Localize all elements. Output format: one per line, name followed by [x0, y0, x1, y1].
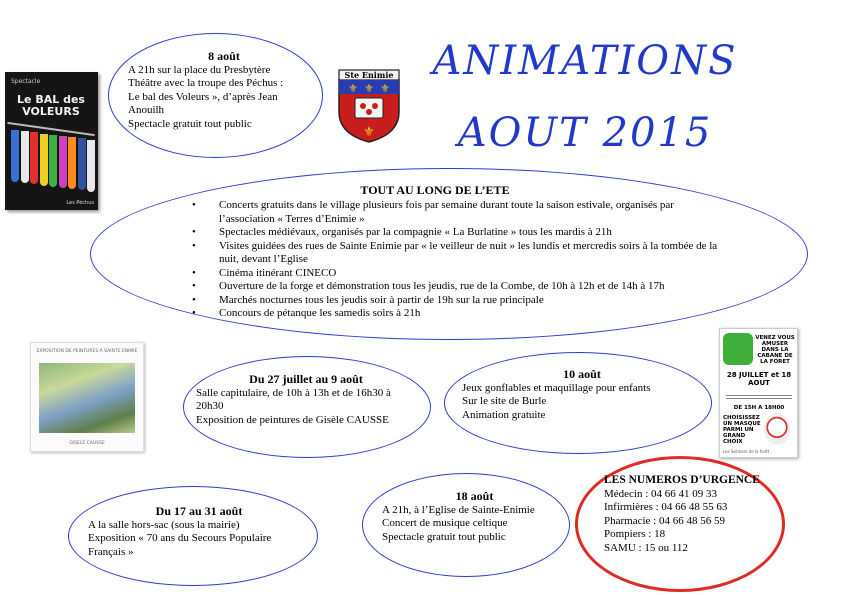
urgences-line: Pharmacie : 04 66 48 56 59: [604, 514, 725, 527]
list-item: • Spectacles médiévaux, organisés par la compagnie « La Burlatine » tous les mardis à 21h: [192, 226, 732, 240]
poster-cabane-hours: DE 15H A 18H00: [733, 405, 785, 411]
event-expo: [196, 373, 416, 427]
event-10-aout: [462, 368, 702, 422]
event-17-31-aout-line: Exposition « 70 ans du Secours Populaire: [88, 532, 272, 544]
clown-mask-icon: [764, 413, 790, 445]
event-8-aout-title: 8 août: [208, 49, 240, 63]
poster-exposition: [30, 342, 144, 452]
poster-cabane-foret: [719, 328, 798, 458]
list-item: • Concours de pétanque les samedis soirs à 21h: [192, 307, 732, 321]
event-17-31-aout: [88, 505, 310, 559]
sock-shape: [78, 138, 86, 190]
poster-bal-title: Le BAL des VOLEURS: [17, 93, 85, 118]
svg-text:⚜: ⚜: [380, 82, 390, 95]
event-18-aout-line: Spectacle gratuit tout public: [382, 530, 506, 543]
event-expo-title: Du 27 juillet au 9 août: [249, 372, 363, 386]
event-17-31-aout-line: A la salle hors-sac (sous la mairie): [88, 518, 240, 531]
event-10-aout-line: Sur le site de Burle: [462, 395, 547, 407]
summer-events-list: [192, 199, 732, 321]
poster-bal-top: Spectacle: [11, 78, 41, 85]
poster-cabane-headline: VENEZ VOUS AMUSER DANS LA CABANE DE LA FORET: [755, 335, 795, 365]
page-title-line2: AOUT 2015: [457, 110, 713, 156]
event-17-31-aout-line: Français »: [88, 545, 134, 558]
event-18-aout: [382, 490, 567, 544]
event-18-aout-title: 18 août: [455, 489, 494, 503]
urgences-line: SAMU : 15 ou 112: [604, 541, 688, 554]
svg-text:⚜: ⚜: [364, 82, 374, 95]
crest-label: Ste Enimie: [344, 70, 394, 80]
sock-shape: [87, 140, 95, 192]
list-item: • Visites guidées des rues de Sainte Enimie par « le veilleur de nuit » les lundis et mercredis soirs à la tombée de la nuit, devant l’Eglise: [192, 240, 732, 267]
poster-cabane-dates: 28 JUILLET et 18 AOUT: [726, 371, 792, 387]
sock-shape: [40, 134, 48, 186]
event-8-aout: [128, 50, 320, 131]
event-18-aout-line: Concert de musique celtique: [382, 517, 508, 529]
poster-expo-head: EXPOSITION DE PEINTURES À SAINTE ENIMIE: [36, 349, 138, 354]
event-8-aout-line: Théâtre avec la troupe des Péchus :: [128, 77, 284, 89]
summer-title: TOUT AU LONG DE L’ETE: [360, 183, 510, 197]
urgences-line: Médecin : 04 66 41 09 33: [604, 487, 718, 500]
event-8-aout-line: Le bal des Voleurs », d’après Jean: [128, 90, 278, 103]
poster-bal-des-voleurs: [5, 72, 98, 210]
sock-shape: [59, 136, 67, 188]
event-expo-line: Exposition de peintures de Gisèle CAUSSE: [196, 413, 389, 426]
event-expo-line: Salle capitulaire, de 10h à 13h et de 16h30 à: [196, 386, 391, 399]
list-item: • Concerts gratuits dans le village plusieurs fois par semaine durant toute la saison estivale, organisés par l’association « Terres d’Enimie »: [192, 199, 732, 226]
event-8-aout-line: A 21h sur la place du Presbytère: [128, 63, 271, 76]
event-10-aout-line: Jeux gonflables et maquillage pour enfants: [462, 381, 651, 394]
event-8-aout-line: Anouilh: [128, 104, 165, 116]
list-item: • Ouverture de la forge et démonstration tous les jeudis, rue de la Combe, de 10h à 12h et de 14h à 17h: [192, 280, 732, 294]
urgences-title: LES NUMEROS D’URGENCE: [604, 474, 760, 486]
sock-shape: [21, 131, 29, 183]
poster-cabane-masks: CHOISISSEZ UN MASQUE PARMI UN GRAND CHOIX: [723, 415, 761, 445]
urgences: [604, 474, 779, 555]
poster-bal-footer: Les Péchus: [66, 200, 94, 206]
event-17-31-aout-title: Du 17 au 31 août: [155, 504, 243, 518]
sock-shape: [30, 132, 38, 184]
list-item: • Marchés nocturnes tous les jeudis soir à partir de 19h sur la rue principale: [192, 294, 732, 308]
poster-expo-foot: GISELE CAUSSE: [69, 441, 105, 446]
urgences-line: Pompiers : 18: [604, 528, 666, 540]
sock-shape: [11, 130, 19, 182]
event-10-aout-line: Animation gratuite: [462, 408, 546, 421]
page-title-line1: ANIMATIONS: [432, 38, 738, 84]
sock-shape: [68, 137, 76, 189]
svg-text:⚜: ⚜: [363, 125, 375, 140]
green-mask-icon: [723, 333, 753, 365]
event-18-aout-line: A 21h, à l’Eglise de Sainte-Enimie: [382, 503, 535, 516]
event-8-aout-line: Spectacle gratuit tout public: [128, 117, 252, 130]
list-item: • Cinéma itinérant CINECO: [192, 267, 732, 281]
event-10-aout-title: 10 août: [563, 367, 601, 381]
poster-cabane-footer: Les Sentiers de la forêt: [723, 449, 770, 454]
event-expo-line: 20h30: [196, 400, 224, 412]
poster-cabane-small-lines: [726, 395, 792, 401]
sainte-enimie-crest-icon: [335, 66, 403, 144]
svg-text:⚜: ⚜: [348, 82, 358, 95]
summer-events: [192, 199, 732, 321]
poster-expo-painting: [39, 363, 135, 433]
sock-shape: [49, 135, 57, 187]
urgences-line: Infirmières : 04 66 48 55 63: [604, 501, 728, 513]
